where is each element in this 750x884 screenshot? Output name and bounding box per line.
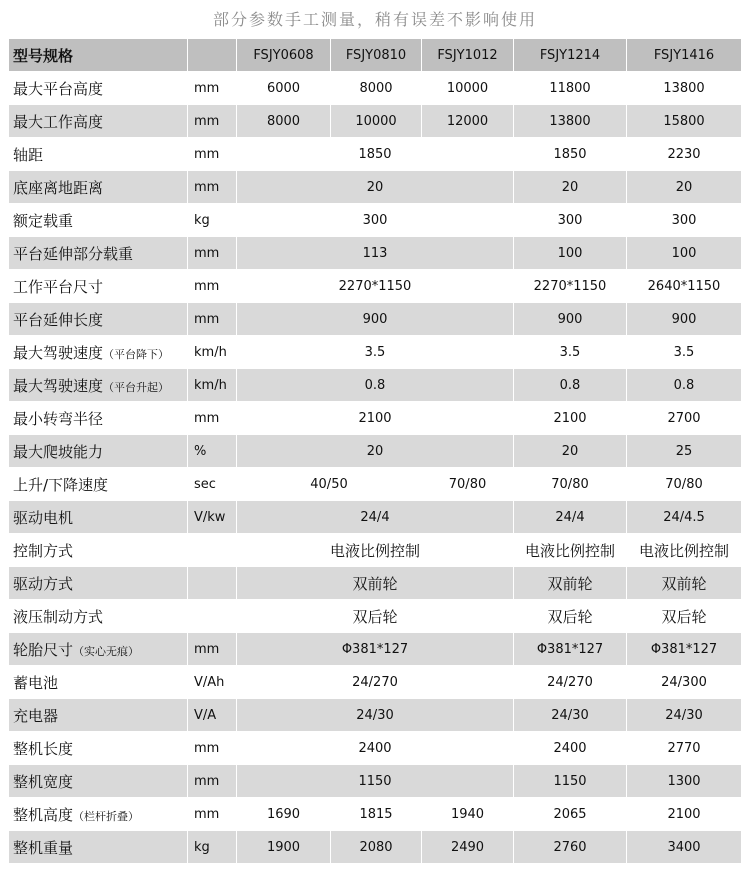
spec-value: 3.5 — [627, 336, 742, 369]
spec-name — [9, 666, 188, 699]
spec-name-text: 上升/下降速度 — [13, 475, 109, 494]
spec-value: 双前轮 — [237, 567, 514, 600]
spec-value: 900 — [627, 303, 742, 336]
spec-value: 双前轮 — [514, 567, 627, 600]
spec-row — [9, 633, 742, 666]
spec-value: 20 — [237, 435, 514, 468]
spec-name-text: 最大驾驶速度 — [13, 343, 104, 362]
spec-unit: mm — [188, 105, 237, 138]
spec-unit: mm — [188, 270, 237, 303]
spec-row — [9, 567, 742, 600]
spec-table — [8, 38, 742, 864]
spec-name — [9, 369, 188, 402]
spec-value: 24/30 — [514, 699, 627, 732]
spec-value: 10000 — [422, 72, 514, 105]
spec-name-text: 最大工作高度 — [13, 112, 104, 131]
spec-name — [9, 699, 188, 732]
spec-value: 0.8 — [627, 369, 742, 402]
spec-name-note: （平台升起） — [103, 380, 170, 394]
spec-value: 900 — [237, 303, 514, 336]
spec-name — [9, 270, 188, 303]
spec-value: Φ381*127 — [237, 633, 514, 666]
spec-name-text: 平台延伸部分载重 — [13, 244, 134, 263]
spec-value: 15800 — [627, 105, 742, 138]
spec-row — [9, 402, 742, 435]
spec-value: 1900 — [237, 831, 331, 864]
model-header: FSJY1012 — [422, 39, 514, 72]
spec-name-text: 驱动电机 — [13, 508, 74, 527]
spec-row — [9, 732, 742, 765]
spec-value: 11800 — [514, 72, 627, 105]
spec-value: 12000 — [422, 105, 514, 138]
spec-name-text: 整机宽度 — [13, 772, 74, 791]
model-header: FSJY1214 — [514, 39, 627, 72]
spec-value: 0.8 — [237, 369, 514, 402]
spec-value: 双后轮 — [627, 600, 742, 633]
spec-row — [9, 831, 742, 864]
spec-value: 24/4 — [514, 501, 627, 534]
spec-row — [9, 600, 742, 633]
spec-row — [9, 699, 742, 732]
spec-value: 2270*1150 — [237, 270, 514, 303]
spec-row — [9, 435, 742, 468]
spec-name-text: 驱动方式 — [13, 574, 74, 593]
spec-value: Φ381*127 — [627, 633, 742, 666]
spec-unit: mm — [188, 72, 237, 105]
spec-value: 2640*1150 — [627, 270, 742, 303]
spec-unit: V/A — [188, 699, 237, 732]
spec-row — [9, 765, 742, 798]
spec-value: 70/80 — [422, 468, 514, 501]
spec-value: 20 — [237, 171, 514, 204]
spec-row — [9, 798, 742, 831]
spec-value: 双后轮 — [514, 600, 627, 633]
spec-value: 2400 — [237, 732, 514, 765]
spec-unit: mm — [188, 237, 237, 270]
spec-name — [9, 171, 188, 204]
spec-name — [9, 237, 188, 270]
spec-name-text: 充电器 — [13, 706, 59, 725]
spec-name — [9, 534, 188, 567]
spec-name-text: 轮胎尺寸 — [13, 640, 74, 659]
spec-unit: km/h — [188, 369, 237, 402]
spec-name-text: 最大驾驶速度 — [13, 376, 104, 395]
model-header: FSJY1416 — [627, 39, 742, 72]
spec-value: 1850 — [514, 138, 627, 171]
spec-value: 300 — [627, 204, 742, 237]
spec-value: 电液比例控制 — [237, 534, 514, 567]
spec-name — [9, 303, 188, 336]
spec-unit: sec — [188, 468, 237, 501]
spec-row — [9, 72, 742, 105]
spec-name — [9, 105, 188, 138]
spec-row — [9, 237, 742, 270]
spec-row — [9, 270, 742, 303]
spec-value: 1300 — [627, 765, 742, 798]
spec-unit: mm — [188, 171, 237, 204]
spec-unit: km/h — [188, 336, 237, 369]
spec-name — [9, 600, 188, 633]
spec-value: 900 — [514, 303, 627, 336]
spec-value: 40/50 — [237, 468, 422, 501]
spec-name-text: 底座离地距离 — [13, 178, 104, 197]
spec-value: 1150 — [237, 765, 514, 798]
spec-value: 24/4.5 — [627, 501, 742, 534]
spec-name — [9, 633, 188, 666]
spec-row — [9, 105, 742, 138]
spec-value: 2100 — [627, 798, 742, 831]
spec-value: 2080 — [331, 831, 422, 864]
spec-value: 300 — [514, 204, 627, 237]
spec-name-text: 最大爬坡能力 — [13, 442, 104, 461]
spec-value: 24/30 — [237, 699, 514, 732]
spec-name — [9, 402, 188, 435]
spec-name — [9, 831, 188, 864]
spec-value: 2400 — [514, 732, 627, 765]
spec-value: 2700 — [627, 402, 742, 435]
spec-name-note: （平台降下） — [103, 347, 170, 361]
spec-value: 1150 — [514, 765, 627, 798]
spec-value: 1940 — [422, 798, 514, 831]
spec-unit: V/kw — [188, 501, 237, 534]
spec-unit: mm — [188, 402, 237, 435]
spec-row — [9, 666, 742, 699]
spec-value: 2760 — [514, 831, 627, 864]
spec-unit: mm — [188, 798, 237, 831]
spec-unit: mm — [188, 303, 237, 336]
spec-value: 双前轮 — [627, 567, 742, 600]
spec-value: 6000 — [237, 72, 331, 105]
spec-value: 3.5 — [237, 336, 514, 369]
measurement-note: 部分参数手工测量，稍有误差不影响使用 — [212, 10, 537, 29]
spec-name-text: 整机重量 — [13, 838, 74, 857]
spec-value: 300 — [237, 204, 514, 237]
spec-unit: mm — [188, 138, 237, 171]
spec-value: 3400 — [627, 831, 742, 864]
spec-value: 3.5 — [514, 336, 627, 369]
spec-row — [9, 534, 742, 567]
spec-unit — [188, 600, 237, 633]
spec-name — [9, 567, 188, 600]
spec-name-text: 最大平台高度 — [13, 79, 104, 98]
spec-value: 2270*1150 — [514, 270, 627, 303]
spec-name — [9, 204, 188, 237]
spec-name-text: 平台延伸长度 — [13, 310, 104, 329]
spec-name — [9, 765, 188, 798]
spec-value: 2770 — [627, 732, 742, 765]
spec-unit: kg — [188, 831, 237, 864]
spec-row — [9, 303, 742, 336]
spec-value: 20 — [627, 171, 742, 204]
spec-row — [9, 336, 742, 369]
spec-value: 70/80 — [627, 468, 742, 501]
model-header: FSJY0810 — [331, 39, 422, 72]
spec-value: 1690 — [237, 798, 331, 831]
spec-value: 24/270 — [237, 666, 514, 699]
spec-value: 2100 — [237, 402, 514, 435]
spec-name-text: 最小转弯半径 — [13, 409, 104, 428]
header-label: 型号规格 — [9, 39, 188, 72]
spec-name — [9, 468, 188, 501]
spec-name-note: （栏杆折叠） — [73, 809, 140, 823]
spec-name-text: 控制方式 — [13, 541, 74, 560]
spec-value: 100 — [627, 237, 742, 270]
spec-value: 70/80 — [514, 468, 627, 501]
spec-value: 电液比例控制 — [514, 534, 627, 567]
spec-value: 24/30 — [627, 699, 742, 732]
spec-value: 20 — [514, 171, 627, 204]
spec-name-text: 整机长度 — [13, 739, 74, 758]
spec-value: 2490 — [422, 831, 514, 864]
spec-name — [9, 336, 188, 369]
spec-value: 双后轮 — [237, 600, 514, 633]
spec-row — [9, 501, 742, 534]
spec-value: 24/270 — [514, 666, 627, 699]
spec-row — [9, 468, 742, 501]
spec-value: 2065 — [514, 798, 627, 831]
spec-unit: mm — [188, 732, 237, 765]
spec-name-text: 整机高度 — [13, 805, 74, 824]
spec-name-text: 额定载重 — [13, 211, 74, 230]
spec-name — [9, 72, 188, 105]
spec-value: 13800 — [514, 105, 627, 138]
spec-value: 10000 — [331, 105, 422, 138]
spec-row — [9, 138, 742, 171]
spec-value: 8000 — [331, 72, 422, 105]
spec-value: 13800 — [627, 72, 742, 105]
spec-unit — [188, 534, 237, 567]
spec-unit: mm — [188, 633, 237, 666]
spec-value: 电液比例控制 — [627, 534, 742, 567]
spec-unit: % — [188, 435, 237, 468]
spec-value: 8000 — [237, 105, 331, 138]
spec-value: 25 — [627, 435, 742, 468]
spec-name-text: 液压制动方式 — [13, 607, 104, 626]
model-header: FSJY0608 — [237, 39, 331, 72]
spec-value: 2100 — [514, 402, 627, 435]
spec-value: 1850 — [237, 138, 514, 171]
spec-value: 24/4 — [237, 501, 514, 534]
spec-row — [9, 171, 742, 204]
spec-unit: kg — [188, 204, 237, 237]
spec-unit: mm — [188, 765, 237, 798]
spec-value: 2230 — [627, 138, 742, 171]
spec-value: Φ381*127 — [514, 633, 627, 666]
spec-name-text: 轴距 — [13, 145, 44, 164]
spec-name — [9, 501, 188, 534]
spec-name — [9, 798, 188, 831]
header-unit — [188, 39, 237, 72]
spec-name-text: 蓄电池 — [13, 673, 59, 692]
spec-row — [9, 369, 742, 402]
header-row — [9, 39, 742, 72]
spec-value: 24/300 — [627, 666, 742, 699]
spec-name-note: （实心无痕） — [73, 644, 140, 658]
spec-value: 113 — [237, 237, 514, 270]
spec-value: 1815 — [331, 798, 422, 831]
spec-unit: V/Ah — [188, 666, 237, 699]
spec-value: 0.8 — [514, 369, 627, 402]
spec-name-text: 工作平台尺寸 — [13, 277, 104, 296]
spec-value: 20 — [514, 435, 627, 468]
spec-row — [9, 204, 742, 237]
spec-unit — [188, 567, 237, 600]
spec-name — [9, 138, 188, 171]
spec-value: 100 — [514, 237, 627, 270]
spec-name — [9, 435, 188, 468]
spec-name — [9, 732, 188, 765]
